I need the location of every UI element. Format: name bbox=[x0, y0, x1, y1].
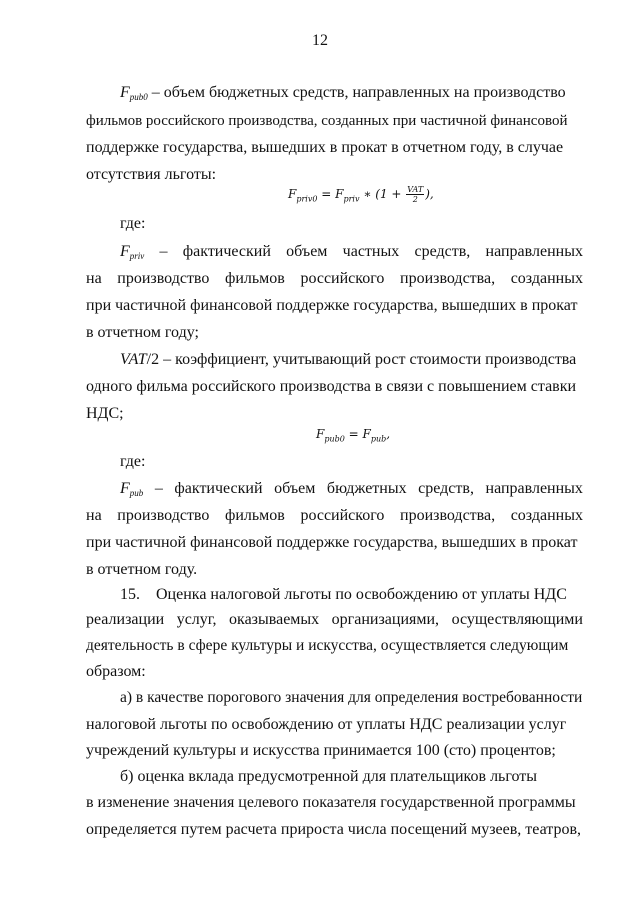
p3-line-3: НДС; bbox=[86, 405, 124, 422]
formula-f-pub0: $F_{pub0} = F_{pub}$, bbox=[316, 427, 391, 444]
where-label-1: где: bbox=[120, 215, 146, 232]
p2-line-4: в отчетном году; bbox=[86, 324, 199, 341]
symbol-f-pub0: $F_{pub0}$ bbox=[120, 84, 148, 102]
p1-line-1: $F_{pub0}$ – объем бюджетных средств, направленных на производство bbox=[120, 84, 566, 102]
symbol-vat: VAT bbox=[120, 351, 147, 368]
p3-line-1: VAT/2 – коэффициент, учитывающий рост стоимости производства bbox=[120, 351, 577, 368]
p1-line-2: фильмов российского производства, созданных при частичной финансовой bbox=[86, 113, 568, 129]
p1-line-4: отсутствия льготы: bbox=[86, 166, 217, 183]
symbol-f-pub: $F_{pub}$ bbox=[120, 480, 144, 498]
p5-line-2: реализации услуг, оказываемых организациями, осуществляющими bbox=[86, 611, 583, 628]
p3-line-2: одного фильма российского производства в связи с повышением ставки bbox=[86, 378, 577, 395]
p1-line-3: поддержке государства, вышедших в прокат в отчетном году, в случае bbox=[86, 139, 564, 156]
p6-line-3: учреждений культуры и искусства принимается 100 (сто) процентов; bbox=[86, 742, 556, 759]
p7-line-3: определяется путем расчета прироста числа посещений музеев, театров, bbox=[86, 821, 581, 838]
p2-line-1: $F_{priv}$ – фактический объем частных средств, направленных bbox=[120, 242, 583, 266]
p4-line-2: на производство фильмов российского производства, созданных bbox=[86, 507, 583, 524]
p6-line-1: а) в качестве порогового значения для определения востребованности bbox=[120, 689, 583, 706]
where-label-2: где: bbox=[120, 453, 146, 470]
page-number: 12 bbox=[312, 32, 328, 49]
p5-line-4: образом: bbox=[86, 663, 146, 680]
formula-f-priv0: $F_{priv0} = F_{priv}$ ∗ (1 + $\frac{\text{VAT}}{2}$ ), bbox=[288, 185, 434, 204]
p4-line-3: при частичной финансовой поддержке государства, вышедших в прокат bbox=[86, 534, 578, 551]
p5-line-1: 15. Оценка налоговой льготы по освобождению от уплаты НДС bbox=[120, 586, 567, 603]
p6-line-2: налоговой льготы по освобождению от уплаты НДС реализации услуг bbox=[86, 716, 567, 733]
p2-line-3: при частичной финансовой поддержке государства, вышедших в прокат bbox=[86, 297, 578, 314]
p2-line-2: на производство фильмов российского производства, созданных bbox=[86, 270, 583, 287]
fraction-vat-2: $\frac{\text{VAT}}{2}$ bbox=[407, 185, 424, 204]
p7-line-1: б) оценка вклада предусмотренной для плательщиков льготы bbox=[120, 768, 538, 785]
p7-line-2: в изменение значения целевого показателя государственной программы bbox=[86, 794, 576, 811]
p5-line-3: деятельность в сфере культуры и искусства, осуществляется следующим bbox=[86, 637, 569, 654]
symbol-f-priv: $F_{priv}$ bbox=[120, 243, 145, 261]
p4-line-1: $F_{pub}$ – фактический объем бюджетных средств, направленных bbox=[120, 479, 583, 503]
p4-line-4: в отчетном году. bbox=[86, 561, 198, 578]
